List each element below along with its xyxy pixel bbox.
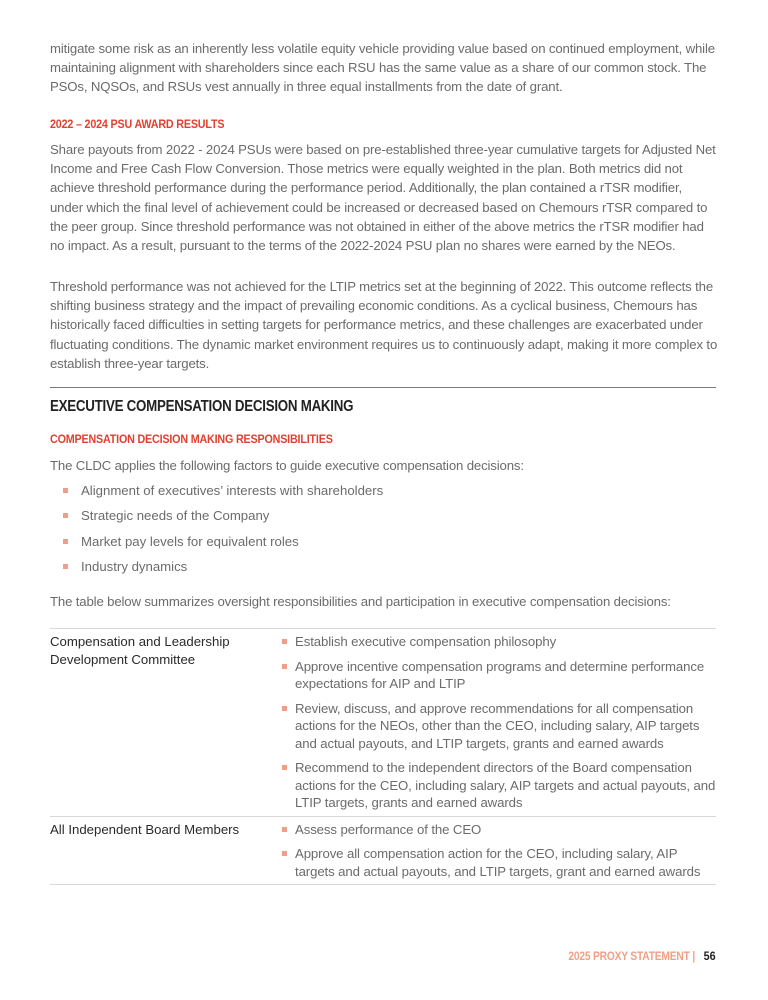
list-item [50,506,383,531]
role-cell: Compensation and Leadership Development Committee [50,634,230,667]
role-cell: All Independent Board Members [50,821,240,837]
list-item [50,557,383,582]
document-name: 2025 PROXY STATEMENT | [568,949,696,963]
list-item [272,759,716,812]
section-divider [50,387,716,388]
table-row [50,629,716,817]
section-heading: EXECUTIVE COMPENSATION DECISION MAKING [50,398,354,415]
responsibilities-table [50,628,716,885]
factors-list [50,481,383,582]
list-item [272,700,716,753]
psu-results-paragraph-2: Threshold performance was not achieved for the LTIP metrics set at the beginning of 2022. This outcome reflects the shifting business strategy and the impact of prevailing economic conditions. As a cyclical business, Chemours has historically faced difficulties in setting targets for performance metrics, and these challenges are exacerbated under fluctuating conditions. The dynamic market environment requires us to continuously adapt, making it more complex to establish three-year targets. [50,279,718,371]
bullet-square-icon [63,564,68,569]
bullet-square-icon [282,827,287,832]
table-row [50,816,716,885]
page-footer [546,949,716,963]
factors-intro: The CLDC applies the following factors to guide executive compensation decisions: [50,458,524,473]
duty-text: Assess performance of the CEO [295,821,482,837]
duties-cell [272,816,716,885]
list-item [272,658,716,693]
page-number: 56 [703,949,716,963]
bullet-square-icon [63,513,68,518]
factor-text: Market pay levels for equivalent roles [81,533,299,549]
duty-text: Establish executive compensation philosophy [295,634,557,649]
bullet-square-icon [63,488,68,493]
duty-text: Approve all compensation action for the CEO, including salary, AIP targets and actual payouts, and LTIP targets, grant and earned awards [295,846,701,879]
bullet-square-icon [282,639,287,644]
duties-list [272,821,716,881]
list-item [272,633,716,651]
bullet-square-icon [282,851,287,856]
duty-text: Review, discuss, and approve recommendations for all compensation actions for the NEOs, other than the CEO, including salary, AIP targets and actual payouts, and LTIP targets, grants and earned awards [295,700,700,751]
bullet-square-icon [282,765,287,770]
duty-text: Recommend to the independent directors of the Board compensation actions for the CEO, including salary, AIP targets and actual payouts, and LTIP targets, grants and earned awards [295,760,716,810]
duties-cell [272,629,716,817]
list-item [50,481,383,506]
bullet-square-icon [63,539,68,544]
factor-text: Alignment of executives’ interests with shareholders [81,483,384,498]
psu-results-paragraph-1: Share payouts from 2022 - 2024 PSUs were based on pre-established three-year cumulative targets for Adjusted Net Income and Free Cash Flow Conversion. Those metrics were equally weighted in the plan. Both metrics did not achieve threshold performance during the performance period. Additionally, the plan contained a rTSR modifier, under which the final level of achievement could be increased or decreased based on Chemours rTSR compared to the peer group. Since threshold performance was not obtained in either of the above metrics the rTSR modifier had no impact. As a result, pursuant to the terms of the 2022-2024 PSU plan no shares were earned by the NEOs. [50,142,716,254]
factor-text: Industry dynamics [81,558,188,574]
list-item [50,532,383,557]
table-intro: The table below summarizes oversight responsibilities and participation in executive compensation decisions: [50,594,671,609]
factor-text: Strategic needs of the Company [81,508,270,524]
bullet-square-icon [282,664,287,669]
bullet-square-icon [282,706,287,711]
psu-results-heading: 2022 – 2024 PSU AWARD RESULTS [50,117,225,131]
list-item [272,821,716,839]
duties-list [272,633,716,812]
duty-text: Approve incentive compensation programs and determine performance expectations for AIP and LTIP [295,658,705,691]
intro-paragraph: mitigate some risk as an inherently less volatile equity vehicle providing value based on continued employment, while maintaining alignment with shareholders since each RSU has the same value as a share of our common stock. The PSOs, NQSOs, and RSUs vest annually in three equal installments from the date of grant. [50,41,715,95]
list-item [272,845,716,880]
responsibilities-subheading: COMPENSATION DECISION MAKING RESPONSIBILITIES [50,432,333,446]
